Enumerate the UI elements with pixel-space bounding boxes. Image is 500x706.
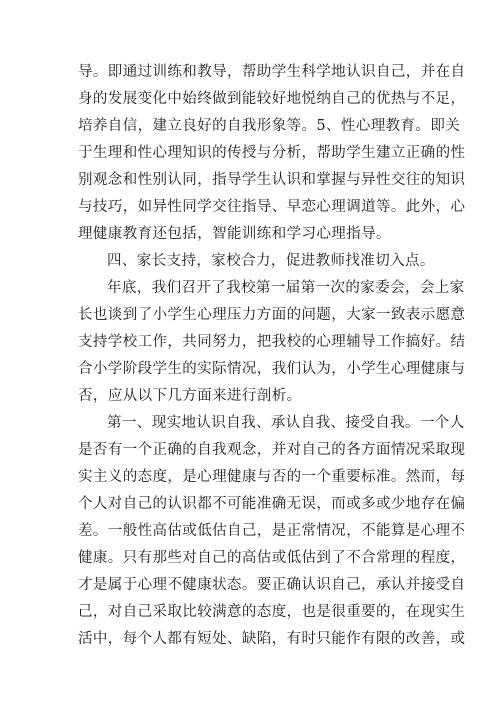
text-line: 培养自信，建立良好的自我形象等。5、性心理教育。即关	[78, 118, 461, 134]
text-line: 于生理和性心理知识的传授与分析，帮助学生建立正确的性	[78, 145, 466, 161]
text-line: 才是属于心理不健康状态。要正确认识自己，承认并接受自	[78, 577, 466, 593]
text-line: 是否有一个正确的自我观念，并对自己的各方面情况采取现	[78, 442, 466, 458]
text-line: 第一、现实地认识自我、承认自我、接受自我。一个人	[107, 415, 465, 431]
section-heading: 四、家长支持，家校合力，促进教师找准切入点。	[107, 253, 435, 269]
text-line: 别观念和性别认同，指导学生认识和掌握与异性交往的知识	[78, 172, 466, 188]
text-line: 长也谈到了小学生心理压力方面的问题，大家一致表示愿意	[78, 307, 466, 323]
text-line: 合小学阶段学生的实际情况，我们认为，小学生心理健康与	[78, 361, 466, 377]
text-line: 年底，我们召开了我校第一届第一次的家委会，会上家	[107, 280, 465, 296]
text-line: 否，应从以下几方面来进行剖析。	[78, 388, 302, 404]
text-line: 差。一般性高估或低估自己，是正常情况，不能算是心理不	[78, 523, 466, 539]
text-line: 实主义的态度，是心理健康与否的一个重要标准。然而，每	[78, 469, 466, 485]
text-line: 导。即通过训练和教导，帮助学生科学地认识自己，并在自	[78, 64, 466, 80]
text-line: 身的发展变化中始终做到能较好地悦纳自己的优热与不足，	[78, 91, 466, 107]
text-line: 与技巧，如异性同学交往指导、早恋心理调道等。此外，心	[78, 199, 466, 215]
text-line: 活中，每个人都有短处、缺陷，有时只能作有限的改善，或	[78, 631, 466, 647]
text-line: 支持学校工作，共同努力，把我校的心理辅导工作搞好。结	[78, 334, 466, 350]
text-line: 理健康教育还包括，智能训练和学习心理指导。	[78, 226, 391, 242]
text-line: 个人对自己的认识都不可能准确无误，而或多或少地存在偏	[78, 496, 466, 512]
text-line: 健康。只有那些对自己的高估或低估到了不合常理的程度，	[78, 550, 466, 566]
text-line: 己，对自己采取比较满意的态度，也是很重要的，在现实生	[78, 604, 466, 620]
